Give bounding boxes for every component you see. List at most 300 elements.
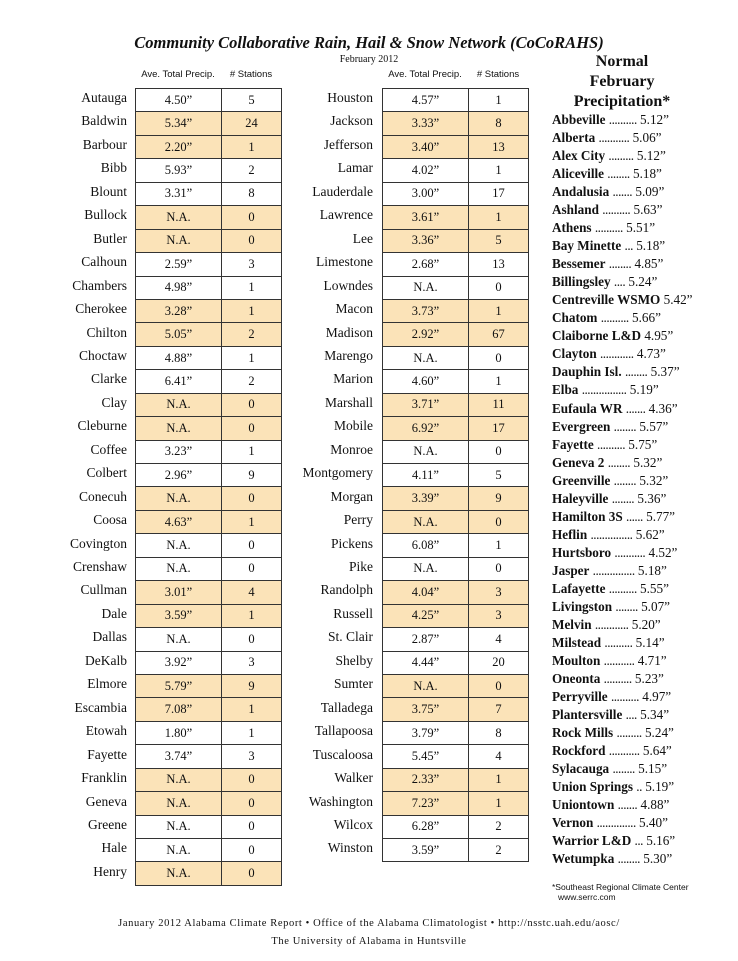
table-row — [136, 839, 282, 862]
list-item — [552, 742, 732, 760]
stations-cell: 11 — [469, 393, 529, 416]
leader-dots: ............... — [592, 562, 635, 578]
precip-cell: N.A. — [136, 229, 222, 252]
normal-value: 4.85” — [634, 256, 664, 272]
precip-cell: 4.04” — [383, 581, 469, 604]
table-row — [136, 206, 282, 229]
stations-cell: 0 — [469, 674, 529, 697]
table-row — [383, 346, 529, 369]
normal-value: 4.97” — [642, 689, 672, 704]
leader-dots: .... — [625, 707, 637, 723]
leader-dots: ............ — [600, 346, 634, 362]
stations-cell: 5 — [469, 464, 529, 487]
county-name: Shelby — [335, 652, 373, 668]
normal-value: 5.40” — [639, 815, 668, 831]
normal-value: 5.18” — [632, 166, 662, 182]
leader-dots: ....... — [612, 184, 633, 200]
county-name: DeKalb — [85, 652, 127, 668]
station-name: Greenville — [552, 472, 611, 488]
county-name: Baldwin — [81, 113, 127, 129]
county-name: Winston — [327, 840, 373, 856]
precip-cell: 3.40” — [383, 135, 469, 158]
table-row — [383, 370, 529, 393]
station-name: Eufaula WR — [552, 400, 623, 416]
station-name: Alex City — [552, 148, 606, 164]
table-row — [383, 159, 529, 182]
leader-dots: ... — [624, 238, 633, 254]
station-name: Melvin — [552, 616, 592, 632]
stations-cell: 0 — [469, 440, 529, 463]
precip-cell: 1.80” — [136, 721, 222, 744]
table-row — [136, 510, 282, 533]
station-name: Livingston — [552, 598, 613, 614]
precip-cell: N.A. — [136, 815, 222, 838]
county-name: Franklin — [81, 770, 127, 786]
county-name: Pickens — [331, 535, 373, 551]
precip-cell: 3.23” — [136, 440, 222, 463]
stations-cell: 1 — [469, 370, 529, 393]
normal-value: 5.63” — [633, 202, 663, 218]
leader-dots: ........ — [617, 851, 640, 867]
station-name: Bessemer — [552, 256, 606, 272]
table-row — [136, 487, 282, 510]
leader-dots: ........... — [614, 544, 646, 560]
stations-cell: 0 — [222, 393, 282, 416]
normal-value: 5.42” — [663, 292, 693, 308]
list-item — [552, 400, 732, 418]
footer-line-2: The University of Alabama in Huntsville — [271, 936, 467, 947]
table-row — [136, 229, 282, 252]
leader-dots: .......... — [610, 689, 639, 704]
county-name: Wilcox — [333, 816, 373, 832]
county-name: Cullman — [80, 582, 127, 598]
precip-cell: 3.79” — [383, 721, 469, 744]
county-name: Escambia — [74, 699, 127, 715]
precip-cell: 3.75” — [383, 698, 469, 721]
normal-value: 4.36” — [648, 400, 678, 416]
county-name: Chilton — [86, 324, 127, 340]
county-name: Barbour — [82, 136, 127, 152]
station-name: Rockford — [552, 743, 606, 759]
table-row — [383, 135, 529, 158]
station-name: Athens — [552, 220, 592, 236]
table-row — [136, 768, 282, 791]
table-row — [383, 581, 529, 604]
precip-cell: N.A. — [136, 206, 222, 229]
precip-cell: N.A. — [136, 534, 222, 557]
table-row — [383, 182, 529, 205]
precip-cell: 6.92” — [383, 417, 469, 440]
station-name: Lafayette — [552, 580, 606, 596]
right-precip-table — [382, 88, 529, 862]
precip-cell: 2.20” — [136, 135, 222, 158]
list-item — [552, 724, 732, 742]
station-name: Elba — [552, 382, 579, 398]
precip-cell: 3.31” — [136, 182, 222, 205]
list-item — [552, 508, 732, 526]
county-name: Butler — [93, 230, 127, 246]
station-name: Andalusia — [552, 184, 610, 200]
normal-value: 5.57” — [639, 418, 669, 434]
stations-cell: 3 — [222, 745, 282, 768]
county-name: Clarke — [91, 371, 127, 387]
county-name: Geneva — [85, 793, 127, 809]
list-item — [552, 219, 732, 237]
station-name: Perryville — [552, 689, 608, 704]
normal-value: 5.24” — [644, 725, 674, 741]
county-name: Etowah — [85, 723, 127, 739]
county-name: St. Clair — [327, 629, 373, 645]
leader-dots: .............. — [596, 815, 636, 831]
station-name: Geneva 2 — [552, 454, 605, 470]
table-row — [383, 112, 529, 135]
table-row — [383, 206, 529, 229]
leader-dots: ................ — [581, 382, 627, 398]
list-item — [552, 418, 732, 436]
stations-cell: 24 — [222, 112, 282, 135]
stations-cell: 0 — [222, 417, 282, 440]
table-row — [136, 159, 282, 182]
precip-cell: 3.28” — [136, 299, 222, 322]
precip-cell: 4.60” — [383, 370, 469, 393]
precip-cell: 5.93” — [136, 159, 222, 182]
county-name: Perry — [343, 512, 373, 528]
table-row — [383, 440, 529, 463]
station-name: Clayton — [552, 346, 597, 362]
normal-value: 4.71” — [637, 652, 667, 668]
precip-cell: N.A. — [383, 674, 469, 697]
normal-value: 5.14” — [635, 634, 665, 650]
precip-cell: 6.41” — [136, 370, 222, 393]
stations-cell: 5 — [222, 89, 282, 112]
precip-cell: N.A. — [136, 768, 222, 791]
county-name: Dallas — [92, 629, 127, 645]
leader-dots: ........... — [598, 130, 630, 146]
stations-cell: 9 — [222, 674, 282, 697]
leader-dots: ......... — [616, 725, 642, 741]
list-item — [552, 670, 732, 688]
normal-value: 5.36” — [637, 490, 667, 506]
station-name: Haleyville — [552, 490, 609, 506]
table-row — [136, 651, 282, 674]
station-name: Sylacauga — [552, 761, 610, 777]
stations-cell: 1 — [469, 768, 529, 791]
station-name: Moulton — [552, 652, 601, 668]
county-name: Talladega — [320, 699, 373, 715]
stations-cell: 1 — [222, 135, 282, 158]
table-row — [136, 674, 282, 697]
precip-cell: 3.92” — [136, 651, 222, 674]
source-note-line: *Southeast Regional Climate Center — [552, 882, 689, 892]
precip-cell: 3.73” — [383, 299, 469, 322]
stations-cell: 5 — [469, 229, 529, 252]
list-item — [552, 237, 732, 255]
normal-value: 5.19” — [645, 779, 675, 795]
normal-value: 5.19” — [629, 382, 659, 398]
precip-cell: 7.23” — [383, 792, 469, 815]
table-row — [383, 792, 529, 815]
leader-dots: .......... — [604, 634, 633, 650]
table-row — [383, 464, 529, 487]
report-title: Community Collaborative Rain, Hail & Snow Network (CoCoRAHS) — [134, 33, 604, 52]
county-name: Lawrence — [319, 207, 373, 223]
stations-cell: 2 — [469, 815, 529, 838]
normal-value: 5.32” — [639, 472, 669, 488]
precip-cell: 3.00” — [383, 182, 469, 205]
table-row — [136, 745, 282, 768]
table-row — [136, 89, 282, 112]
precip-cell: 5.79” — [136, 674, 222, 697]
table-row — [136, 604, 282, 627]
station-name: Aliceville — [552, 166, 604, 182]
stations-cell: 0 — [222, 534, 282, 557]
precip-cell: 3.39” — [383, 487, 469, 510]
normal-value: 5.12” — [640, 112, 669, 127]
stations-cell: 1 — [469, 534, 529, 557]
table-row — [383, 417, 529, 440]
station-name: Milstead — [552, 634, 602, 650]
table-row — [136, 346, 282, 369]
stations-cell: 0 — [469, 557, 529, 580]
station-name: Hurtsboro — [552, 544, 612, 560]
table-row — [136, 417, 282, 440]
stations-cell: 8 — [469, 721, 529, 744]
county-name: Henry — [93, 863, 127, 879]
list-item — [552, 436, 732, 454]
table-row — [136, 393, 282, 416]
stations-cell: 1 — [469, 159, 529, 182]
source-note — [552, 882, 689, 902]
left-precip-header: Ave. Total Precip. — [141, 69, 215, 80]
table-row — [136, 534, 282, 557]
list-item — [552, 544, 732, 562]
precip-cell: 3.71” — [383, 393, 469, 416]
list-item — [552, 147, 732, 165]
list-item — [552, 652, 732, 670]
list-item — [552, 273, 732, 291]
stations-cell: 1 — [222, 299, 282, 322]
stations-cell: 4 — [469, 745, 529, 768]
county-name: Sumter — [334, 676, 373, 692]
table-row — [383, 276, 529, 299]
precip-cell: 2.33” — [383, 768, 469, 791]
report-subtitle: February 2012 — [339, 54, 399, 65]
leader-dots: ... — [634, 833, 643, 849]
leader-dots: ........ — [607, 166, 630, 182]
list-item — [552, 562, 732, 580]
stations-cell: 0 — [222, 628, 282, 651]
station-name: Plantersville — [552, 707, 623, 723]
list-item — [552, 472, 732, 490]
normal-value: 5.37” — [650, 364, 680, 380]
station-name: Billingsley — [552, 274, 611, 290]
precip-cell: 2.96” — [136, 464, 222, 487]
normal-value: 4.73” — [636, 346, 666, 362]
county-name: Choctaw — [79, 347, 127, 363]
leader-dots: ............ — [594, 616, 629, 632]
normal-value: 5.75” — [628, 436, 658, 452]
list-item — [552, 814, 732, 832]
right-precip-header: Ave. Total Precip. — [388, 69, 462, 80]
county-name: Colbert — [86, 465, 127, 481]
county-name: Tuscaloosa — [312, 746, 373, 762]
county-name: Monroe — [330, 441, 373, 457]
normals-list — [552, 111, 732, 868]
stations-cell: 13 — [469, 253, 529, 276]
table-row — [136, 581, 282, 604]
list-item — [552, 616, 732, 634]
stations-cell: 7 — [469, 698, 529, 721]
precip-cell: 4.25” — [383, 604, 469, 627]
county-name: Marengo — [324, 347, 373, 363]
precip-cell: N.A. — [136, 839, 222, 862]
precip-cell: N.A. — [136, 557, 222, 580]
county-name: Morgan — [330, 488, 373, 504]
precip-cell: 4.11” — [383, 464, 469, 487]
stations-cell: 0 — [469, 276, 529, 299]
station-name: Wetumpka — [552, 851, 615, 867]
normal-value: 5.55” — [640, 580, 669, 596]
station-name: Rock Mills — [552, 725, 614, 741]
leader-dots: ....... — [625, 400, 646, 416]
normal-value: 4.95” — [644, 328, 674, 344]
normal-value: 5.18” — [636, 238, 666, 254]
stations-cell: 1 — [469, 206, 529, 229]
table-row — [383, 253, 529, 276]
table-row — [136, 557, 282, 580]
county-name: Covington — [69, 535, 127, 551]
table-row — [383, 674, 529, 697]
precip-cell: 4.50” — [136, 89, 222, 112]
left-stations-header: # Stations — [229, 69, 273, 80]
table-row — [383, 604, 529, 627]
stations-cell: 0 — [469, 346, 529, 369]
stations-cell: 1 — [222, 276, 282, 299]
stations-cell: 1 — [222, 346, 282, 369]
stations-cell: 0 — [222, 862, 282, 885]
stations-cell: 1 — [469, 792, 529, 815]
county-name: Randolph — [320, 582, 373, 598]
leader-dots: ........ — [613, 418, 637, 434]
station-name: Oneonta — [552, 670, 601, 686]
stations-cell: 0 — [222, 557, 282, 580]
list-item — [552, 526, 732, 544]
county-name: Cherokee — [75, 301, 127, 317]
list-item — [552, 778, 732, 796]
station-name: Heflin — [552, 526, 588, 542]
stations-cell: 4 — [469, 628, 529, 651]
leader-dots: .......... — [594, 220, 623, 236]
county-name: Chambers — [72, 277, 127, 293]
table-row — [383, 721, 529, 744]
normal-value: 5.66” — [632, 310, 661, 326]
leader-dots: ........ — [615, 598, 638, 614]
table-row — [383, 229, 529, 252]
leader-dots: ........ — [624, 364, 648, 380]
normal-value: 5.16” — [646, 833, 676, 849]
stations-cell: 1 — [222, 721, 282, 744]
source-note-line: www.serrc.com — [558, 892, 616, 902]
county-name: Macon — [335, 301, 373, 317]
county-name: Bibb — [100, 160, 127, 176]
county-name: Fayette — [87, 746, 127, 762]
list-item — [552, 454, 732, 472]
list-item — [552, 291, 732, 309]
station-name: Jasper — [552, 562, 590, 578]
stations-cell: 1 — [469, 89, 529, 112]
county-name: Cleburne — [77, 418, 127, 434]
table-row — [136, 112, 282, 135]
normal-value: 5.06” — [632, 130, 662, 146]
precip-cell: 7.08” — [136, 698, 222, 721]
county-name: Pike — [348, 559, 373, 574]
stations-cell: 67 — [469, 323, 529, 346]
table-row — [383, 745, 529, 768]
table-row — [136, 628, 282, 651]
precip-cell: 4.02” — [383, 159, 469, 182]
normal-value: 5.20” — [631, 616, 661, 632]
leader-dots: .......... — [608, 112, 637, 127]
station-name: Bay Minette — [552, 238, 622, 254]
precip-cell: N.A. — [136, 862, 222, 885]
county-name: Lauderdale — [312, 183, 373, 199]
table-row — [136, 464, 282, 487]
station-name: Union Springs — [552, 779, 633, 795]
table-row — [383, 557, 529, 580]
county-name: Conecuh — [79, 488, 127, 504]
leader-dots: ............... — [590, 526, 633, 542]
stations-cell: 3 — [222, 651, 282, 674]
county-name: Blount — [90, 183, 127, 199]
stations-cell: 2 — [222, 323, 282, 346]
leader-dots: .......... — [602, 202, 631, 218]
station-name: Vernon — [552, 815, 594, 831]
county-name: Calhoun — [81, 254, 127, 270]
table-row — [136, 323, 282, 346]
list-item — [552, 688, 732, 706]
stations-cell: 1 — [222, 510, 282, 533]
table-row — [383, 299, 529, 322]
list-item — [552, 183, 732, 201]
list-item — [552, 381, 732, 399]
stations-cell: 0 — [222, 206, 282, 229]
county-name: Houston — [327, 90, 373, 105]
precip-cell: 5.34” — [136, 112, 222, 135]
precip-cell: 3.74” — [136, 745, 222, 768]
list-item — [552, 363, 732, 381]
normal-value: 5.34” — [640, 707, 670, 723]
county-name: Elmore — [87, 676, 127, 692]
county-name: Bullock — [84, 207, 127, 223]
table-row — [136, 721, 282, 744]
list-item — [552, 129, 732, 147]
precip-cell: 5.05” — [136, 323, 222, 346]
county-name: Lamar — [337, 160, 373, 176]
list-item — [552, 111, 732, 129]
precip-cell: N.A. — [136, 792, 222, 815]
precip-cell: 5.45” — [383, 745, 469, 768]
county-name: Madison — [325, 324, 373, 340]
list-item — [552, 201, 732, 219]
precip-cell: N.A. — [383, 276, 469, 299]
normal-value: 5.77” — [646, 508, 676, 524]
station-name: Claiborne L&D — [552, 328, 642, 344]
leader-dots: ....... — [617, 797, 638, 813]
precip-cell: 4.98” — [136, 276, 222, 299]
leader-dots: ......... — [608, 148, 634, 164]
list-item — [552, 345, 732, 363]
list-item — [552, 850, 732, 868]
